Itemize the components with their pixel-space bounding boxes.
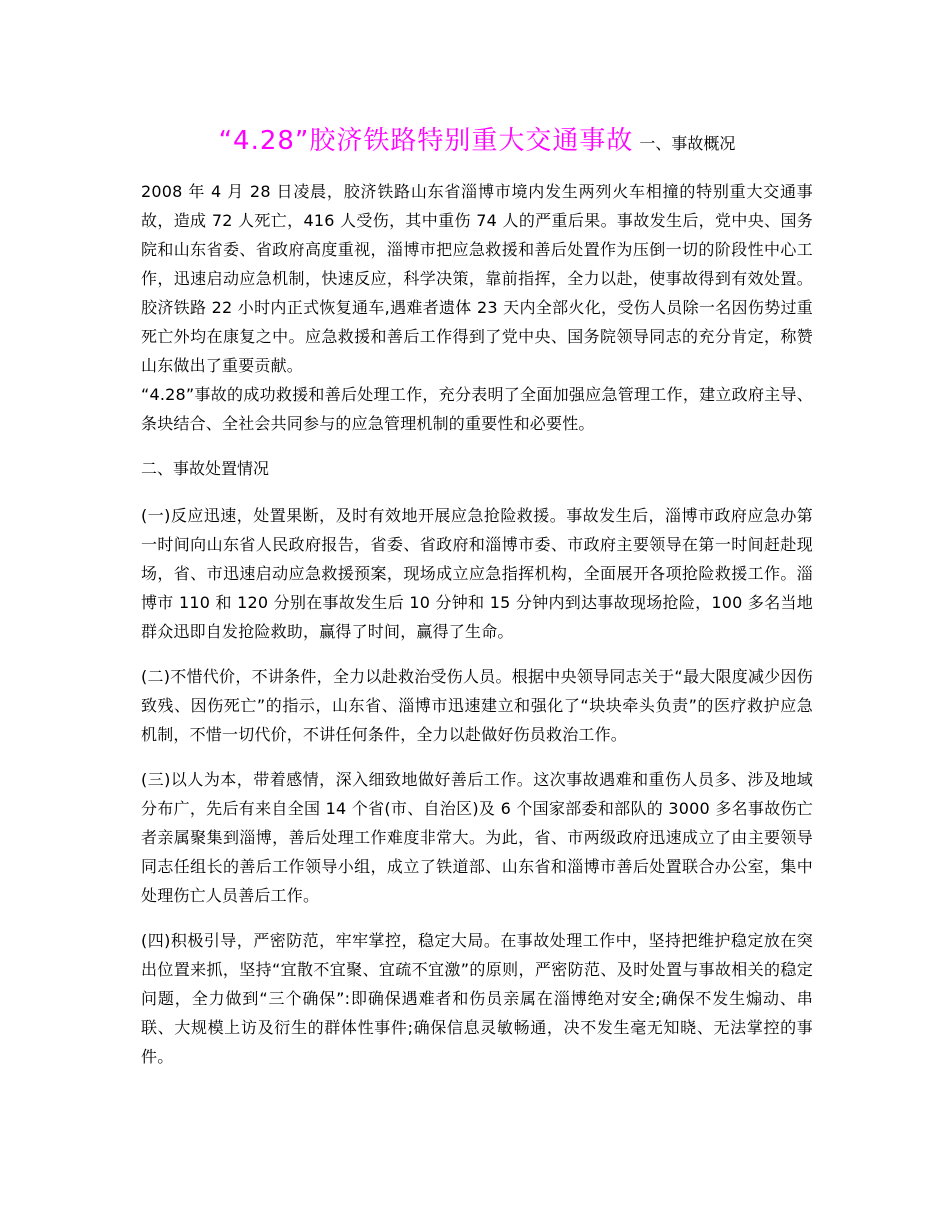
paragraph-overview-2: “4.28”事故的成功救援和善后处理工作，充分表明了全面加强应急管理工作，建立政府主导、条块结合、全社会共同参与的应急管理机制的重要性和必要性。 (141, 385, 813, 433)
section-2-heading: 二、事故处置情况 (141, 459, 270, 478)
section-1-heading: 一、事故概况 (639, 134, 736, 153)
document-page (141, 120, 813, 1087)
paragraph-section2-1: (一)反应迅速，处置果断，及时有效地开展应急抢险救援。事故发生后，淄博市政府应急办第一时间向山东省人民政府报告，省委、省政府和淄博市委、市政府主要领导在第一时间赶赴现场，省、市迅速启动应急救援预案，现场成立应急指挥机构，全面展开各项抢险救援工作。淄博市 110 和 120 分别在事故发生后 10 分钟和 15 分钟内到达事故现场抢险，100 多名当地群众迅即自发抢险救助，赢得了时间，赢得了生命。 (141, 506, 813, 641)
paragraph-section2-3: (三)以人为本，带着感情，深入细致地做好善后工作。这次事故遇难和重伤人员多、涉及地域分布广，先后有来自全国 14 个省(市、自治区)及 6 个国家部委和部队的 3000 多名事故伤亡者亲属聚集到淄博，善后处理工作难度非常大。为此，省、市两级政府迅速成立了由主要领导同志任组长的善后工作领导小组，成立了铁道部、山东省和淄博市善后处置联合办公室，集中处理伤亡人员善后工作。 (141, 770, 813, 905)
paragraph-section2-2: (二)不惜代价，不讲条件，全力以赴救治受伤人员。根据中央领导同志关于“最大限度减少因伤致残、因伤死亡”的指示，山东省、淄博市迅速建立和强化了“块块牵头负责”的医疗救护应急机制，不惜一切代价，不讲任何条件，全力以赴做好伤员救治工作。 (141, 667, 813, 744)
title-line (141, 120, 813, 157)
paragraph-overview-1: 2008 年 4 月 28 日凌晨，胶济铁路山东省淄博市境内发生两列火车相撞的特别重大交通事故，造成 72 人死亡，416 人受伤，其中重伤 74 人的严重后果。事故发生后，党中央、国务院和山东省委、省政府高度重视，淄博市把应急救援和善后处置作为压倒一切的阶段性中心工作，迅速启动应急机制，快速反应，科学决策，靠前指挥，全力以赴，使事故得到有效处置。胶济铁路 22 小时内正式恢复通车,遇难者遗体 23 天内全部火化，受伤人员除一名因伤势过重死亡外均在康复之中。应急救援和善后工作得到了党中央、国务院领导同志的充分肯定，称赞山东做出了重要贡献。 (141, 182, 813, 375)
paragraph-section2-4: (四)积极引导，严密防范，牢牢掌控，稳定大局。在事故处理工作中，坚持把维护稳定放在突出位置来抓，坚持“宜散不宜聚、宜疏不宜激”的原则，严密防范、及时处置与事故相关的稳定问题，全力做到“三个确保”:即确保遇难者和伤员亲属在淄博绝对安全;确保不发生煽动、串联、大规模上访及衍生的群体性事件;确保信息灵敏畅通，决不发生毫无知晓、无法掌控的事件。 (141, 931, 813, 1066)
document-title: “4.28”胶济铁路特别重大交通事故 (218, 126, 634, 156)
